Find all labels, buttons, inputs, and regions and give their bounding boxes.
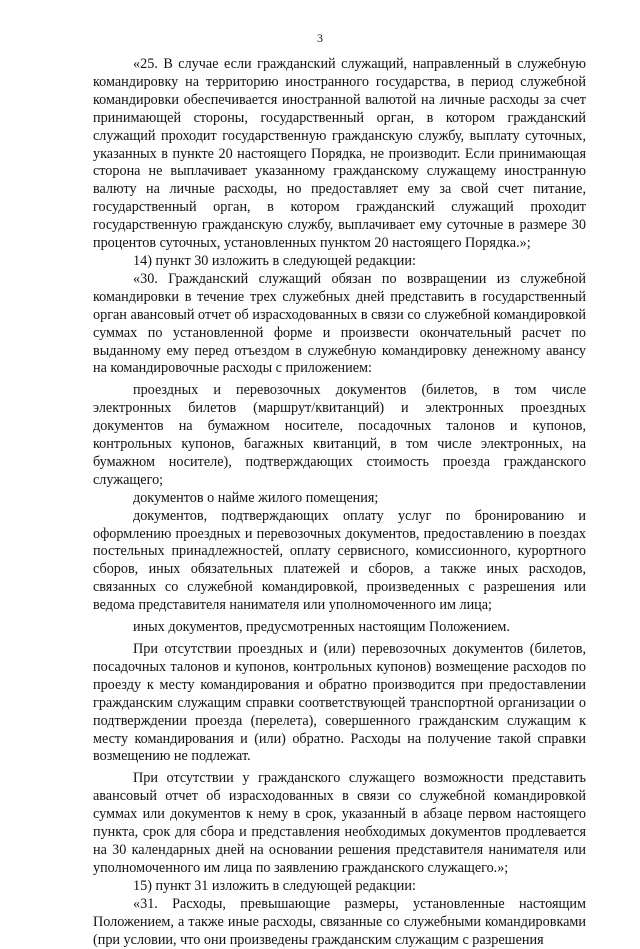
paragraph-payment-documents: документов, подтверждающих оплату услуг по бронированию и оформлению проездных и перевозочных документов, предоставлению в поездах постельных принадлежностей, оплату сервисного, комиссионного, курортного сборов, иных обязательных платежей и сборов, а также иных расходов, связанных со служебной командировкой, произведенных с разрешения или ведома представителя нанимателя или уполномоченного им лица; bbox=[93, 507, 586, 614]
page-number: 3 bbox=[317, 31, 323, 45]
document-body bbox=[93, 56, 586, 949]
paragraph-housing-documents: документов о найме жилого помещения; bbox=[133, 489, 379, 506]
paragraph-amendment-15: 15) пункт 31 изложить в следующей редакции: bbox=[133, 877, 416, 894]
paragraph-item-31: «31. Расходы, превышающие размеры, установленные настоящим Положением, а также иные расходы, связанные со служебными командировками (при условии, что они произведены гражданским служащим с разрешения bbox=[93, 895, 586, 948]
paragraph-amendment-14: 14) пункт 30 изложить в следующей редакции: bbox=[133, 252, 416, 269]
paragraph-item-25: «25. В случае если гражданский служащий, направленный в служебную командировку на территорию иностранного государства, в период служебной командировки обеспечивается иностранной валютой на личные расходы за счет принимающей стороны, государственный орган, в котором гражданский служащий проходит государственную гражданскую службу, выплату суточных, указанных в пункте 20 настоящего Порядка, не производит. Если принимающая сторона не выплачивает указанному гражданскому служащему иностранную валюту на личные расходы, но предоставляет ему за свой счет питание, государственный орган, в котором гражданский служащий проходит государственную гражданскую службу, выплачивает ему суточные в размере 30 процентов суточных, установленных пунктом 20 настоящего Порядка.»; bbox=[93, 56, 586, 252]
paragraph-missing-tickets: При отсутствии проездных и (или) перевозочных документов (билетов, посадочных талонов и купонов, контрольных купонов) возмещение расходов по проезду к месту командирования и обратно производится при предоставлении гражданским служащим справки соответствующей транспортной организации о подтверждении проезда (перелета), совершенного гражданским служащим к месту командирования и (или) обратно. Расходы на получение такой справки возмещению не подлежат. bbox=[93, 641, 586, 765]
paragraph-report-extension: При отсутствии у гражданского служащего возможности представить авансовый отчет об израсходованных в связи со служебной командировкой суммах или документов к нему в срок, указанный в абзаце первом настоящего пункта, срок для сбора и представления необходимых документов продлевается на 30 календарных дней на основании решения представителя нанимателя или уполномоченного им лица по заявлению гражданского служащего.»; bbox=[93, 770, 586, 876]
paragraph-other-documents: иных документов, предусмотренных настоящим Положением. bbox=[133, 619, 510, 636]
paragraph-item-30: «30. Гражданский служащий обязан по возвращении из служебной командировки в течение трех служебных дней представить в государственный орган авансовый отчет об израсходованных в связи со служебной командировкой суммах по установленной форме и произвести окончательный расчет по выданному ему перед отъездом в служебную командировку денежному авансу на командировочные расходы с приложением: bbox=[93, 270, 586, 377]
paragraph-travel-documents: проездных и перевозочных документов (билетов, в том числе электронных билетов (маршрут/квитанций) и электронных проездных документов на бумажном носителе, посадочных талонов и купонов, контрольных купонов, багажных квитанций, в том числе электронных, на бумажном носителе), подтверждающих стоимость проезда гражданского служащего; bbox=[93, 382, 586, 488]
